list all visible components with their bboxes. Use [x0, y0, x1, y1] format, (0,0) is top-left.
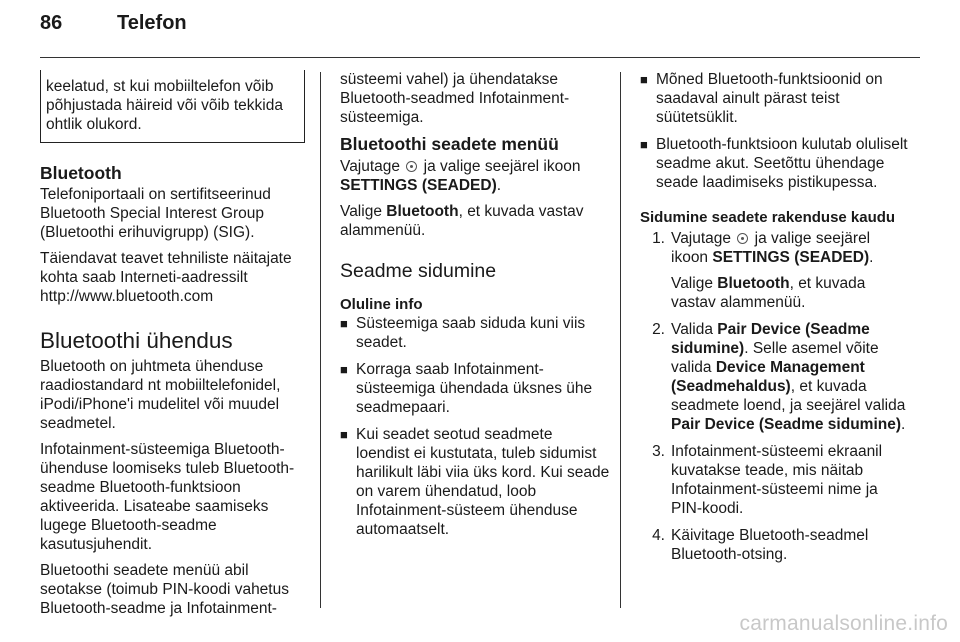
- square-bullet-icon: ■: [640, 72, 648, 87]
- step-3: 3. Infotainment-süsteemi ekraanil kuvatakse teade, mis näitab Infotainment-süsteemi nime ja PIN-koodi.: [652, 443, 883, 517]
- heading-pairing-via-settings: Sidumine seadete rakenduse kaudu: [640, 209, 896, 226]
- square-bullet-icon: ■: [340, 316, 348, 331]
- column-3: [640, 70, 910, 572]
- paragraph: süsteemi vahel) ja ühendatakse Bluetooth-seadmed Infotainment-süsteemiga.: [340, 71, 570, 126]
- step-4: 4. Käivitage Bluetooth-seadmel Bluetooth-otsing.: [652, 527, 869, 563]
- list-item: ■ Korraga saab Infotainment-süsteemiga ühendada üksnes ühe seadmepaari.: [340, 361, 593, 416]
- heading-settings-menu: Bluetoothi seadete menüü: [340, 134, 559, 154]
- square-bullet-icon: ■: [340, 427, 348, 442]
- warning-box: [40, 70, 305, 143]
- paragraph: Täiendavat teavet tehniliste näitajate kohta saab Interneti-aadressilt http://www.bluetooth.com: [40, 250, 292, 305]
- paragraph: Valige Bluetooth, et kuvada vastav alammenüü.: [340, 203, 584, 239]
- column-2: [340, 70, 610, 547]
- paragraph: Vajutage ja valige seejärel ikoon SETTINGS (SEADED).: [340, 158, 581, 194]
- list-item: ■ Mõned Bluetooth-funktsioonid on saadaval ainult pärast teist süütetsüklit.: [640, 71, 883, 126]
- paragraph: Bluetoothi seadete menüü abil seotakse (toimub PIN-koodi vahetus Bluetooth-seadme ja Infotainment-: [40, 562, 289, 617]
- warning-text: keelatud, st kui mobiiltelefon võib põhjustada häireid või võib tekkida ohtlik olukord.: [46, 78, 283, 133]
- step-1: 1. Vajutage ja valige seejärel ikoon SETTINGS (SEADED). Valige Bluetooth, et kuvada vastav alammenüü.: [652, 230, 874, 311]
- page-number: 86: [40, 12, 63, 34]
- list-item: ■ Kui seadet seotud seadmete loendist ei kustutata, tuleb sidumist harilikult läbi viia üks kord. Kui seade on varem ühendatud, loob Infotainment-süsteem ühenduse automaatselt.: [340, 426, 610, 538]
- page-header: [40, 12, 187, 52]
- heading-bluetooth-connection: Bluetoothi ühendus: [40, 328, 233, 353]
- gear-icon: [737, 233, 748, 244]
- list-item: ■ Süsteemiga saab siduda kuni viis seadet.: [340, 315, 586, 351]
- gear-icon: [406, 161, 417, 172]
- heading-bluetooth: Bluetooth: [40, 163, 122, 183]
- column-divider-2: [620, 72, 621, 608]
- header-rule: [40, 57, 920, 58]
- heading-important-info: Oluline info: [340, 296, 423, 313]
- square-bullet-icon: ■: [640, 137, 648, 152]
- paragraph: Infotainment-süsteemiga Bluetooth-ühenduse loomiseks tuleb Bluetooth-seadme Bluetooth-funktsioon aktiveerida. Lisateabe saamiseks lugege Bluetooth-seadme kasutusjuhendit.: [40, 441, 295, 553]
- column-1: [40, 70, 305, 625]
- step-2: 2. Valida Pair Device (Seadme sidumine). Selle asemel võite valida Device Management (Seadmehaldus), et kuvada seadmete loend, ja seejärel valida Pair Device (Seadme sidumine).: [652, 321, 906, 433]
- heading-device-pairing: Seadme sidumine: [340, 260, 497, 282]
- column-divider-1: [320, 72, 321, 608]
- paragraph: Bluetooth on juhtmeta ühenduse raadiostandard nt mobiiltelefonidel, iPodi/iPhone'i mudelitel või muudel seadmetel.: [40, 358, 281, 432]
- chapter-title: Telefon: [117, 12, 187, 34]
- paragraph: Telefoniportaali on sertifitseerinud Bluetooth Special Interest Group (Bluetoothi erihuvigrupp) (SIG).: [40, 186, 271, 241]
- square-bullet-icon: ■: [340, 362, 348, 377]
- list-item: ■ Bluetooth-funktsioon kulutab oluliselt seadme akut. Seetõttu ühendage seade laadimiseks pistikupessa.: [640, 136, 908, 191]
- watermark: carmanualsonline.info: [739, 612, 948, 635]
